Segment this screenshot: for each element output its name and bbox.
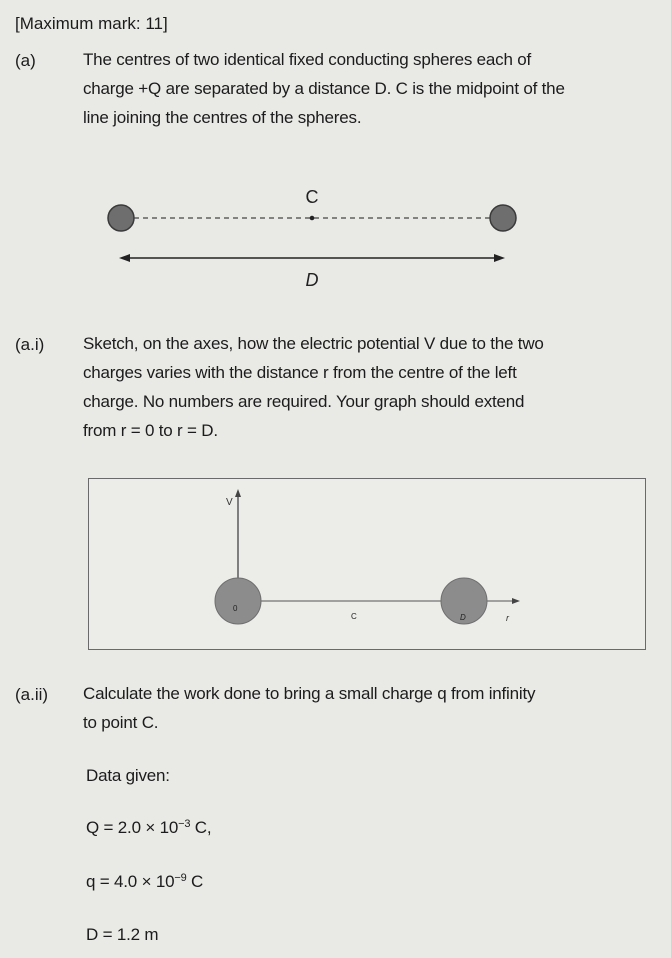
part-ai-line-3: charge. No numbers are required. Your graph should extend [83,392,525,411]
part-a-line-1: The centres of two identical fixed conducting spheres each of [83,50,532,69]
part-aii-line-2: to point C. [83,713,159,732]
distance-arrow-left-head [119,254,130,262]
sketch-axes-box[interactable] [88,478,646,650]
origin-label: 0 [233,604,238,613]
part-aii-label: (a.ii) [15,685,49,704]
r-axis-label: r [506,613,509,623]
potential-axes [89,479,644,648]
part-a-text [83,45,663,132]
data-q-exponent: −9 [174,872,187,884]
data-heading: Data given: [86,766,170,785]
part-ai-line-2: charges varies with the distance r from the centre of the left [83,363,517,382]
data-Q-exponent: −3 [178,818,191,830]
data-Q [86,813,211,842]
max-mark: [Maximum mark: 11] [15,14,168,33]
data-Q-unit: C, [190,818,212,837]
r-axis-arrowhead [512,598,520,604]
data-q-value: q = 4.0 × 10 [86,872,175,891]
midpoint-c-label: C [351,612,357,621]
right-sphere [490,205,516,231]
part-ai-label: (a.i) [15,335,45,354]
part-ai-line-1: Sketch, on the axes, how the electric potential V due to the two [83,334,544,353]
data-Q-value: Q = 2.0 × 10 [86,818,179,837]
left-sphere [108,205,134,231]
data-q [86,867,203,896]
distance-arrow-right-head [494,254,505,262]
midpoint-dot [310,216,315,221]
part-aii-text [83,679,663,737]
part-ai-line-4: from r = 0 to r = D. [83,421,218,440]
data-D: D = 1.2 m [86,925,159,944]
v-axis-arrowhead [235,489,241,497]
left-charge-sphere [215,578,261,624]
midpoint-label: C [305,187,319,207]
part-a-label: (a) [15,51,36,70]
distance-label: D [305,270,319,290]
part-aii-line-1: Calculate the work done to bring a small charge q from infinity [83,684,536,703]
spheres-diagram [0,175,671,300]
part-a-line-2: charge +Q are separated by a distance D. C is the midpoint of the [83,79,565,98]
part-a-line-3: line joining the centres of the spheres. [83,108,362,127]
data-q-unit: C [186,872,204,891]
part-ai-text [83,329,663,445]
end-d-label: D [460,613,466,622]
v-axis-label: V [226,497,233,508]
